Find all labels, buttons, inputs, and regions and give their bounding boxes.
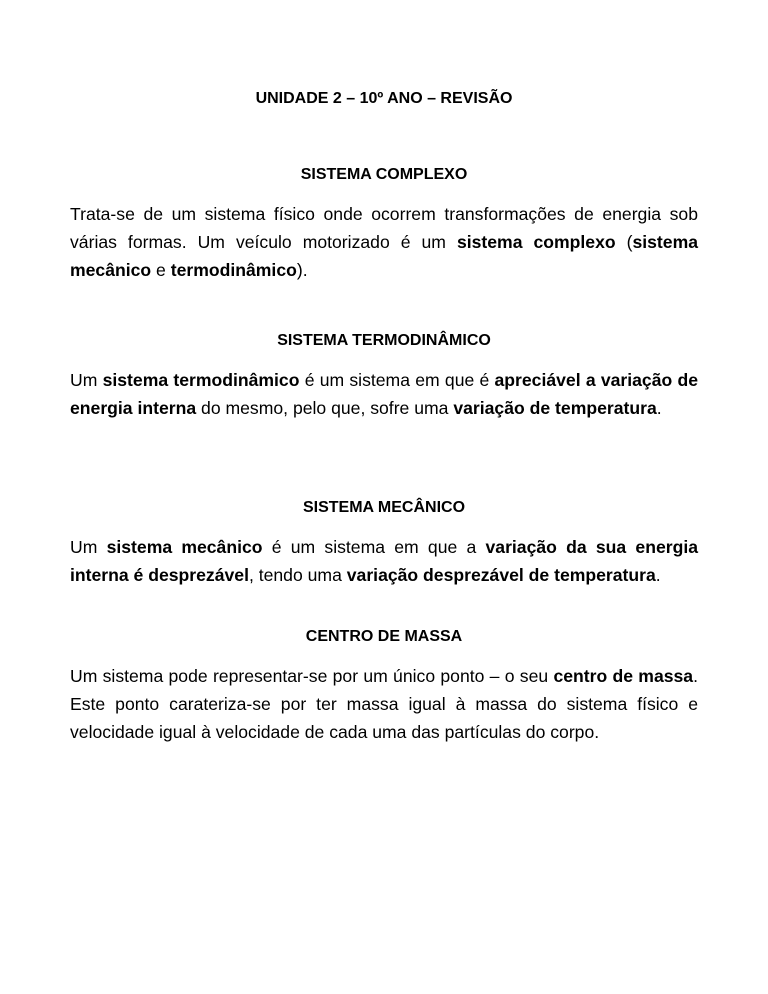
section-heading-sistema-mecanico: SISTEMA MECÂNICO (302, 499, 466, 516)
section-heading-sistema-termodinamico: SISTEMA TERMODINÂMICO (277, 332, 491, 349)
highlight-term: variação de temperatura (453, 398, 657, 418)
section-heading-sistema-complexo: SISTEMA COMPLEXO (300, 166, 468, 183)
paragraph-text: Trata-se de um sistema físico onde ocorrem transformações de energia sob várias formas. Um veículo motorizado é um (70, 204, 698, 252)
highlight-term: termodinâmico (170, 260, 297, 280)
highlight-term: sistema complexo (456, 232, 616, 252)
section-paragraph-sistema-mecanico (70, 533, 698, 589)
paragraph-text: e (151, 260, 171, 280)
paragraph-text: Um (70, 370, 103, 390)
highlight-term: sistema mecânico (106, 537, 263, 557)
paragraph-text: . Este ponto carateriza-se por ter massa igual à massa do sistema físico e velocidade igual à velocidade de cada uma das partículas do corpo. (70, 666, 698, 742)
highlight-term: centro de massa (553, 666, 694, 686)
highlight-term: apreciável a variação de energia interna (70, 370, 699, 418)
section-paragraph-centro-de-massa (70, 662, 698, 746)
highlight-term: variação da sua energia interna é desprezável (70, 537, 699, 585)
paragraph-text: . (655, 565, 661, 585)
paragraph-text: . (656, 398, 662, 418)
paragraph-text: ). (296, 260, 308, 280)
paragraph-text: Um sistema pode representar-se por um único ponto – o seu (70, 666, 554, 686)
paragraph-text: Um (70, 537, 107, 557)
paragraph-text: é um sistema em que a (262, 537, 486, 557)
paragraph-text: , tendo uma (248, 565, 347, 585)
paragraph-text: do mesmo, pelo que, sofre uma (196, 398, 454, 418)
section-heading-centro-de-massa: CENTRO DE MASSA (305, 628, 463, 645)
document-title: UNIDADE 2 – 10º ANO – REVISÃO (255, 90, 513, 107)
highlight-term: variação desprezável de temperatura (346, 565, 656, 585)
section-paragraph-sistema-complexo (70, 200, 698, 284)
highlight-term: sistema termodinâmico (102, 370, 300, 390)
highlight-term: sistema mecânico (70, 232, 698, 280)
paragraph-text: é um sistema em que é (299, 370, 495, 390)
paragraph-text: ( (615, 232, 633, 252)
section-paragraph-sistema-termodinamico (70, 366, 698, 422)
